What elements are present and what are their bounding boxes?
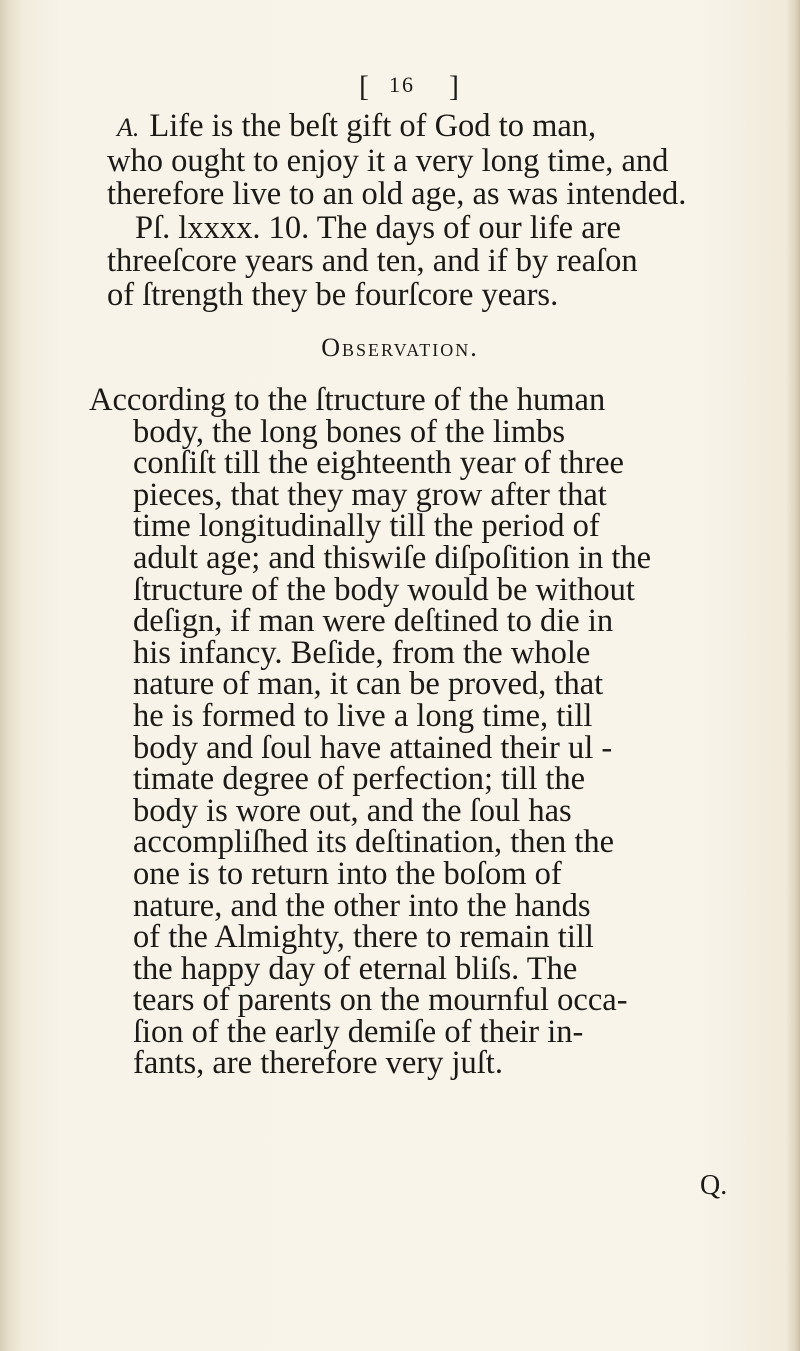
- answer-line-6: of ſtrength they be fourſcore years.: [107, 276, 559, 313]
- answer-line-1: Life is the beſt gift of God to man,: [149, 108, 597, 144]
- obs-line-3: conſiſt till the eighteenth year of three: [133, 445, 624, 482]
- obs-line-8: deſign, if man were deſtined to die in: [133, 603, 614, 640]
- obs-line-13: timate degree of perfection; till the: [133, 761, 586, 798]
- obs-line-9: his infancy. Beſide, from the whole: [133, 634, 591, 671]
- observation-heading: Observation.: [321, 333, 479, 362]
- obs-line-21: ſion of the early demiſe of their in-: [133, 1013, 584, 1050]
- obs-line-18: of the Almighty, there to remain till: [133, 919, 594, 956]
- obs-line-6: adult age; and thiswiſe diſpoſition in the: [133, 539, 652, 576]
- page-gutter-shadow: [0, 0, 22, 1351]
- page-header: [0, 70, 800, 104]
- obs-line-19: the happy day of eternal bliſs. The: [133, 950, 578, 987]
- obs-line-4: pieces, that they may grow after that: [133, 476, 607, 513]
- obs-line-20: tears of parents on the mournful occa-: [133, 982, 628, 1019]
- answer-line-2: who ought to enjoy it a very long time, and: [107, 142, 669, 179]
- answer-line-4: Pſ. lxxxx. 10. The days of our life are: [135, 209, 621, 246]
- obs-line-14: body is wore out, and the ſoul has: [133, 792, 572, 829]
- obs-line-10: nature of man, it can be proved, that: [133, 666, 604, 703]
- obs-line-11: he is formed to live a long time, till: [133, 697, 593, 734]
- catchword: Q.: [700, 1170, 728, 1201]
- obs-line-1: According to the ſtructure of the human: [89, 382, 606, 418]
- obs-line-15: accompliſhed its deſtination, then the: [133, 824, 615, 861]
- obs-line-2: body, the long bones of the limbs: [133, 413, 566, 450]
- answer-paragraph: [107, 110, 767, 312]
- header-right-bracket: ]: [449, 70, 461, 103]
- answer-line-3: therefore live to an old age, as was intended.: [107, 176, 687, 212]
- answer-line-5: threeſcore years and ten, and if by reaſon: [107, 243, 638, 279]
- obs-line-7: ſtructure of the body would be without: [133, 571, 635, 608]
- obs-line-16: one is to return into the boſom of: [133, 855, 562, 892]
- observation-paragraph: [89, 382, 765, 1082]
- obs-line-17: nature, and the other into the hands: [133, 887, 591, 924]
- obs-line-12: body and ſoul have attained their ul -: [133, 729, 613, 766]
- page-edge-shadow: [786, 0, 800, 1351]
- answer-label: A.: [117, 113, 140, 142]
- page-number: 16: [389, 72, 415, 97]
- header-left-bracket: [: [359, 70, 371, 103]
- obs-line-5: time longitudinally till the period of: [133, 508, 600, 545]
- obs-line-22: fants, are therefore very juſt.: [133, 1045, 503, 1082]
